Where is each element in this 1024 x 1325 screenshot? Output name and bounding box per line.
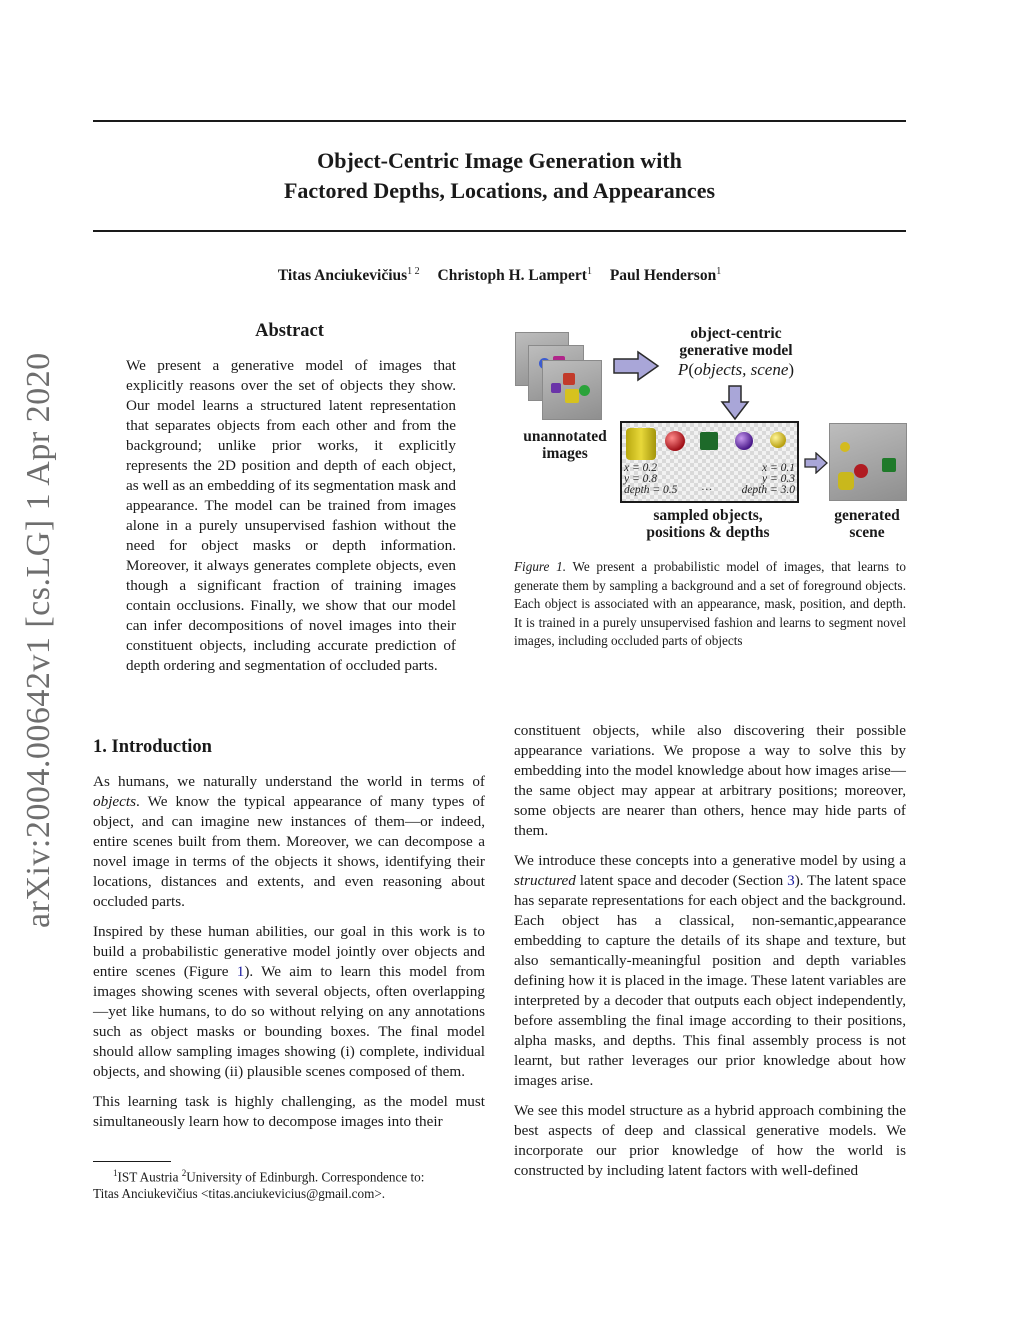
green-cube: [700, 432, 718, 450]
text-run: Inspired by these human abilities, our goal in this work is to build a probabilistic generative model jointly over objects and entire scenes (Figure: [93, 923, 485, 980]
footnote-marker: 1: [113, 1168, 118, 1178]
figure-caption: [514, 558, 906, 651]
abstract-text: We present a generative model of images that explicitly reasons over the set of objects they show. Our model learns a structured latent representation that separates objects from each other and from the background; unlike prior works, it explicitly represents the 2D position and depth of each object, as well as an embedding of its segmentation mask and appearance. The model can be trained from images alone in a purely unsupervised fashion without the need for object masks or depth information. Moreover, it always generates complete objects, even though a significant fraction of training images contain occlusions. Finally, we show that our model can infer decompositions of novel images into their constituent objects, including accurate prediction of depth ordering and segmentation of occluded parts.: [126, 357, 456, 674]
author-name: Titas Anciukevičius: [277, 267, 408, 285]
sampled-objects-label: [620, 507, 796, 541]
bottom-title-rule: [93, 230, 906, 232]
text-run: As humans, we naturally understand the world in terms of: [93, 773, 485, 790]
object-y: y = 0.3: [762, 473, 795, 485]
paragraph: [93, 772, 485, 912]
arxiv-stamp: arXiv:2004.00642v1 [cs.LG] 1 Apr 2020: [20, 352, 57, 928]
sampled-objects-strip: [620, 421, 799, 503]
model-label: [660, 325, 812, 359]
sampled-label-line-1: sampled objects,: [653, 507, 763, 524]
gold-sphere: [770, 432, 786, 448]
purple-cube: [551, 383, 561, 393]
object-y: y = 0.8: [624, 473, 657, 485]
formula-args: objects, scene: [693, 360, 789, 379]
section-reference-link[interactable]: 3: [787, 872, 795, 889]
object-params-right: [742, 463, 795, 496]
red-cube: [563, 373, 575, 385]
red-sphere: [854, 464, 868, 478]
correspondence: Titas Anciukevičius <titas.anciukevicius@gmail.com>.: [93, 1186, 386, 1202]
unannotated-images-label: [512, 428, 618, 462]
left-column: [93, 772, 485, 1132]
text-run: . We know the typical appearance of many types of object, and can imagine new instances of them—or indeed, entire scenes built from them. Moreover, we can decompose a novel image in terms of the objects it shows, identifying their locations, distances and extents, and even reasoning about occluded parts.: [93, 793, 485, 910]
object-x: x = 0.2: [624, 462, 657, 474]
section-heading: 1. Introduction: [93, 737, 212, 757]
model-label-line-2: generative model: [679, 342, 793, 359]
model-formula: P(objects, scene): [677, 360, 795, 379]
yellow-cylinder: [838, 472, 854, 490]
green-sphere: [579, 385, 590, 396]
object-params-left: [624, 463, 677, 496]
caption-label: Figure 1.: [514, 559, 566, 574]
ellipsis: ···: [701, 484, 713, 496]
title-line-1: Object-Centric Image Generation with: [317, 148, 682, 173]
text-run: latent space and decoder (Section: [575, 872, 788, 889]
abstract-heading: Abstract: [255, 321, 324, 341]
paragraph: We see this model structure as a hybrid approach combining the best aspects of deep and classical generative models. We incorporate our prior knowledge of how the world is constructed by including latent factors with well-defined: [514, 1102, 906, 1179]
emphasis: structured: [514, 872, 576, 889]
unannotated-label-line-1: unannotated: [523, 428, 607, 445]
generated-scene-label: [820, 507, 914, 541]
small-right-arrow-icon: [804, 452, 828, 474]
right-column: [514, 721, 906, 1181]
top-rule: [93, 120, 906, 122]
author-list: [93, 266, 906, 285]
green-cube: [882, 458, 896, 472]
object-depth: depth = 0.5: [624, 484, 678, 496]
caption-text: We present a probabilistic model of images, that learns to generate them by sampling a background and a set of foreground objects. Each object is associated with an appearance, mask, position, and depth. It is trained in a purely unsupervised fashion and learns to segment novel images, including occluded parts of objects: [514, 559, 906, 648]
author-affiliation: 1: [586, 266, 592, 277]
author-affiliation: 1 2: [407, 266, 420, 277]
paragraph: constituent objects, while also discovering their possible appearance variations. We propose a way to solve this by embedding into the model knowledge about how images arise—the same object may appear at arbitrary positions; moreover, some objects are nearer than others, hence may hide parts of them.: [514, 722, 906, 839]
training-image-front: [542, 360, 602, 420]
gold-sphere: [840, 442, 850, 452]
paragraph: This learning task is highly challenging, as the model must simultaneously learn how to decompose images into their: [93, 1093, 485, 1130]
footnote-rule: [93, 1161, 171, 1162]
paper-title: [93, 146, 906, 206]
object-depth: depth = 3.0: [741, 484, 795, 496]
text-run: We introduce these concepts into a generative model by using a: [514, 852, 906, 869]
author-name: Christoph H. Lampert: [437, 267, 587, 285]
affiliation: University of Edinburgh. Correspondence to:: [186, 1169, 425, 1185]
unannotated-label-line-2: images: [542, 445, 588, 462]
generated-label-line-2: scene: [849, 524, 885, 541]
yellow-cube: [565, 389, 579, 403]
affiliation: IST Austria: [117, 1169, 182, 1185]
title-line-2: Factored Depths, Locations, and Appearances: [283, 178, 716, 203]
down-arrow-icon: [720, 385, 750, 421]
right-arrow-icon: [612, 350, 660, 382]
sampled-label-line-2: positions & depths: [646, 524, 770, 541]
object-x: x = 0.1: [762, 462, 795, 474]
formula-p: P: [677, 360, 689, 379]
generated-label-line-1: generated: [834, 507, 900, 524]
figure-reference-link[interactable]: 1: [236, 963, 245, 980]
purple-sphere: [735, 432, 753, 450]
yellow-cylinder: [626, 428, 656, 460]
footnote: [93, 1165, 488, 1202]
emphasis: objects: [93, 793, 137, 810]
text-run: ). The latent space has separate representations for each object and the background. Each object has a classical, non-semantic,appearance embedding to capture the details of its shape and texture, but also semantically-meaningful position and depth variables defining how it is placed in the image. These latent variables are interpreted by a decoder that outputs each object independently, before assembling the final image according to their positions, alpha masks, and depths. This final assembly process is not learnt, but rather leverages our prior knowledge about how images arise.: [514, 872, 906, 1089]
footnote-marker: 2: [181, 1168, 187, 1178]
generated-scene-image: [829, 423, 907, 501]
author-affiliation: 1: [716, 266, 722, 277]
author-name: Paul Henderson: [609, 267, 717, 285]
paragraph: [514, 851, 906, 1091]
paragraph: [93, 922, 485, 1082]
red-sphere: [665, 431, 685, 451]
text-run: ). We aim to learn this model from images showing scenes with several objects, often overlapping—yet like humans, to do so without relying on any annotations such as object masks or bounding boxes. The final model should allow sampling images showing (i) complete, individual objects, and showing (ii) plausible scenes composed of them.: [93, 963, 486, 1080]
model-label-line-1: object-centric: [690, 325, 782, 342]
